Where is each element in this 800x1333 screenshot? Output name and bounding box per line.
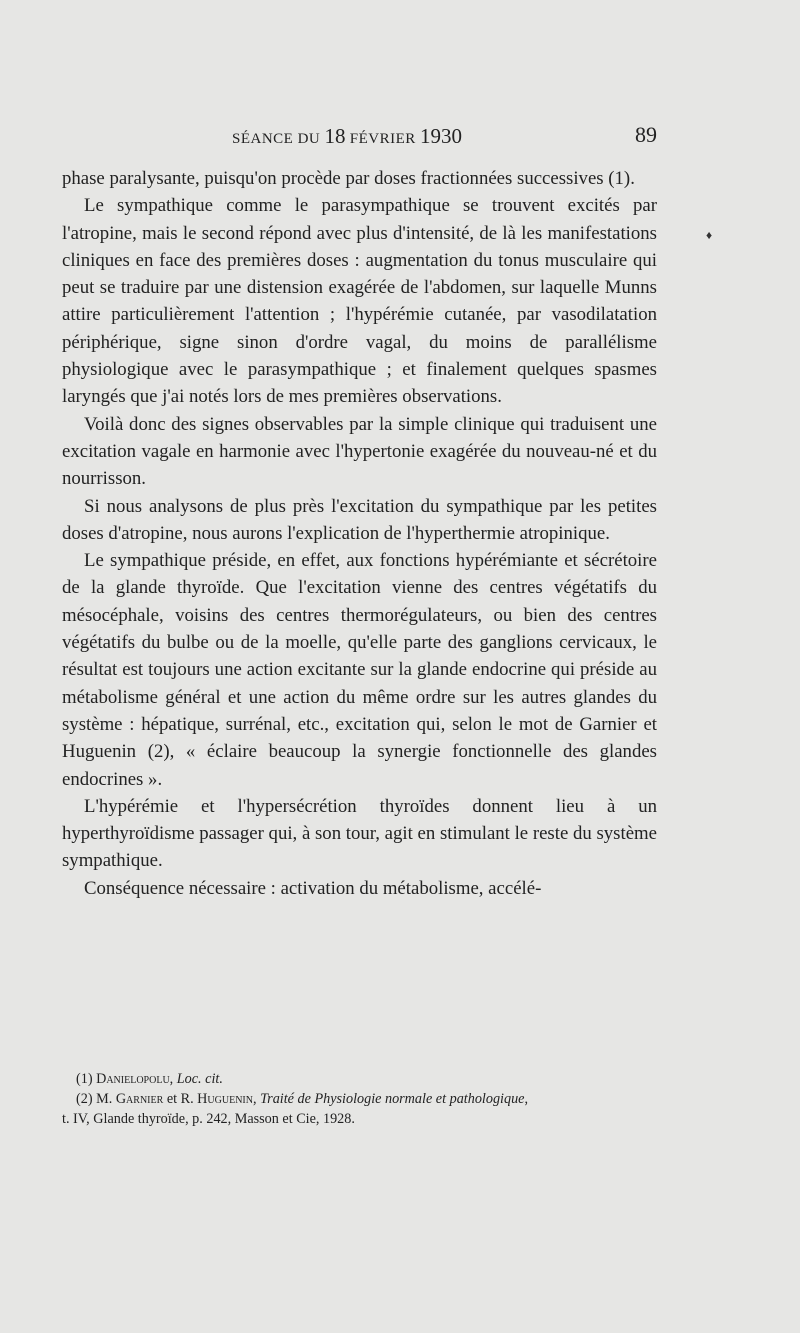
footnote-2: (2) M. Garnier et R. Huguenin, Traité de Physiologie normale et pathologique,	[76, 1091, 529, 1107]
footnote-author: Huguenin	[197, 1091, 253, 1107]
footnote-1: (1) Danielopolu, Loc. cit.	[76, 1071, 223, 1087]
running-title-prefix: SÉANCE DU	[232, 131, 325, 147]
footnotes	[62, 1069, 657, 1129]
paragraph: Si nous analysons de plus près l'excitation du sympathique par les petites doses d'atropine, nous aurons l'explication de l'hyperthermie atropinique.	[62, 495, 657, 544]
page-number: 89	[635, 122, 657, 147]
paragraph: Le sympathique comme le parasympathique se trouvent excités par l'atropine, mais le second répond avec plus d'intensité, de là les manifestations cliniques en face des premières doses : augmentation du tonus musculaire qui peut se traduire par une distension exagérée de l'abdomen, sur laquelle Munns attire particulièrement l'attention ; l'hypérémie cutanée, par vasodilatation périphérique, signe sinon d'ordre vagal, du moins de parallélisme physiologique avec le parasympathique ; et finalement quelques spasmes laryngés que j'ai notés lors de mes premières observations.	[62, 195, 657, 408]
paragraph: Conséquence nécessaire : activation du métabolisme, accélé-	[84, 877, 542, 899]
margin-mark: ♦	[706, 228, 713, 242]
page-header	[62, 124, 657, 154]
footnote-title: Traité de Physiologie normale et pathologique	[260, 1091, 525, 1107]
running-title-month: FÉVRIER	[345, 131, 421, 147]
running-title	[232, 124, 462, 149]
paragraph: phase paralysante, puisqu'on procède par doses fractionnées successives (1).	[62, 168, 635, 189]
running-title-day: 18	[324, 124, 346, 148]
footnote-author: Garnier	[115, 1091, 164, 1107]
paragraph: L'hypérémie et l'hypersécrétion thyroïdes donnent lieu à un hyperthyroïdisme passager qui, à son tour, agit en stimulant le reste du système sympathique.	[62, 795, 657, 872]
running-title-year: 1930	[420, 124, 463, 148]
body-text	[62, 165, 657, 902]
footnote-author: Danielopolu	[96, 1071, 170, 1087]
paragraph: Le sympathique préside, en effet, aux fonctions hypérémiante et sécrétoire de la glande thyroïde. Que l'excitation vienne des centres végétatifs du mésocéphale, voisins des centres thermorégulateurs, ou bien des centres végétatifs du bulbe ou de la moelle, qu'elle parte des ganglions cervicaux, le résultat est toujours une action excitante sur la glande endocrine qui préside au métabolisme général et une action du même ordre sur les autres glandes du système : hépatique, surrénal, etc., excitation qui, selon le mot de Garnier et Huguenin (2), « éclaire beaucoup la synergie fonctionnelle des glandes endocrines ».	[62, 550, 657, 790]
paragraph: Voilà donc des signes observables par la simple clinique qui traduisent une excitation vagale en harmonie avec l'hypertonie exagérée du nouveau-né et du nourrisson.	[62, 413, 657, 490]
footnote-reference: Loc. cit.	[176, 1071, 223, 1087]
footnote-2-details: t. IV, Glande thyroïde, p. 242, Masson et Cie, 1928.	[62, 1111, 355, 1127]
